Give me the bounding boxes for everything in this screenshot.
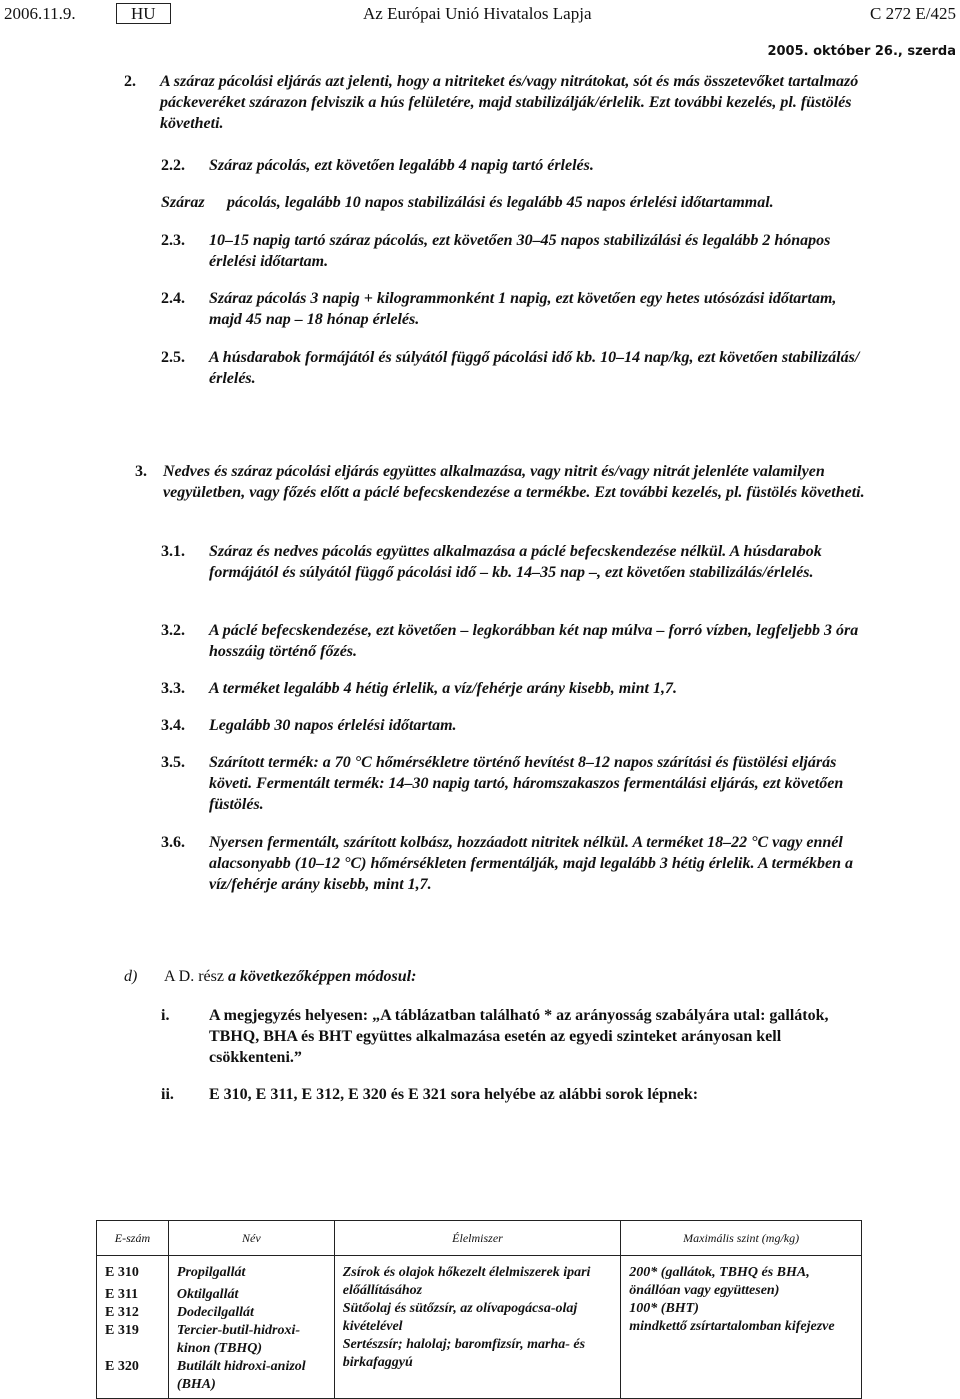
section-lead: A D. rész bbox=[164, 968, 224, 985]
section-text: Nedves és száraz pácolási eljárás együttes alkalmazása, vagy nitrit és/vagy nitrát jelenléte valamilyen vegyületben, vagy főzés előtt a páclé befecskendezése a termékbe. Ezt további kezelés, pl. füstölés követheti. bbox=[163, 463, 865, 501]
language-code: HU bbox=[116, 3, 171, 24]
item-3-2 bbox=[161, 620, 866, 662]
table-header-row bbox=[97, 1221, 862, 1256]
item-number: i. bbox=[161, 1007, 170, 1024]
item-number: 2.3. bbox=[161, 232, 185, 249]
item-number: 2.5. bbox=[161, 349, 185, 366]
item-text: Száraz pácolás, ezt követően legalább 4 napig tartó érlelés. bbox=[209, 157, 594, 174]
journal-title: Az Európai Unió Hivatalos Lapja bbox=[363, 4, 592, 23]
name-cell bbox=[168, 1256, 334, 1399]
code-e319: E 319 bbox=[105, 1323, 139, 1338]
level-cell bbox=[621, 1256, 862, 1399]
item-number: 2.2. bbox=[161, 157, 185, 174]
item-text: Nyersen fermentált, szárított kolbász, hozzáadott nitritek nélkül. A terméket 18–22 °C vagy ennél alacsonyabb (10–12 °C) hőmérsékleten fermentálják, majd legalább 3 hétig érlelik. A termékben a víz/fehérje arány kisebb, mint 1,7. bbox=[209, 834, 853, 893]
section-number: 2. bbox=[124, 73, 136, 90]
item-text: A megjegyzés helyesen: „A táblázatban található * az arányosság szabályára utal: gallátok, TBHQ, BHA és BHT együttes alkalmazása esetén az egyedi szinteket arányosan kell csökkenteni.” bbox=[209, 1007, 829, 1066]
table-row bbox=[97, 1256, 862, 1399]
item-text: A húsdarabok formájától és súlyától függő pácolási idő kb. 10–14 nap/kg, ezt követően stabilizálás/érlelés. bbox=[209, 349, 860, 387]
item-d-i bbox=[161, 1005, 866, 1068]
item-number: 3.6. bbox=[161, 834, 185, 851]
name-propyl-gallate: Propilgallát bbox=[176, 1265, 246, 1280]
item-text: Száraz pácolás 3 napig + kilogrammonként 1 napig, ezt követően egy hetes utósózási időtartam, majd 45 nap – 18 hónap érlelés. bbox=[209, 290, 837, 328]
item-number: ii. bbox=[161, 1086, 174, 1103]
item-number: 3.1. bbox=[161, 543, 185, 560]
code-e320: E 320 bbox=[105, 1359, 139, 1374]
col-header-max-level: Maximális szint (mg/kg) bbox=[621, 1221, 862, 1256]
food-1: Zsírok és olajok hőkezelt élelmiszerek ipari előállításához bbox=[342, 1265, 591, 1298]
code-e310: E 310 bbox=[105, 1265, 139, 1280]
item-2-5 bbox=[161, 347, 866, 389]
section-d bbox=[124, 966, 866, 987]
session-date: 2005. október 26., szerda bbox=[767, 44, 956, 59]
code-cell bbox=[97, 1256, 169, 1399]
col-header-food: Élelmiszer bbox=[334, 1221, 621, 1256]
item-text: Szárított termék: a 70 °C hőmérsékletre történő hevítést 8–12 napos szárítási és füstölési eljárás követi. Fermentált termék: 14–30 napig tartó, háromszakaszos fermentálási eljárás, ezt követően füstölés. bbox=[209, 754, 844, 813]
section-2 bbox=[124, 71, 866, 134]
item-text: A páclé befecskendezése, ezt követően – legkorábban két nap múlva – forró vízben, legfeljebb 3 óra hosszáig történő főzés. bbox=[209, 622, 859, 660]
level-3: mindkettő zsírtartalomban kifejezve bbox=[629, 1319, 835, 1334]
level-1: 200* (gallátok, TBHQ és BHA, önállóan vagy együttesen) bbox=[629, 1265, 810, 1298]
col-header-name: Név bbox=[168, 1221, 334, 1256]
food-2: Sütőolaj és sütőzsír, az olívapogácsa-olaj kivételével bbox=[342, 1301, 578, 1334]
item-3-6 bbox=[161, 832, 866, 895]
code-e311: E 311 bbox=[105, 1287, 139, 1302]
item-number: 3.3. bbox=[161, 680, 185, 697]
item-2-2 bbox=[161, 155, 866, 176]
name-octyl-gallate: Oktilgallát bbox=[176, 1287, 239, 1302]
section-text: a következőképpen módosul: bbox=[227, 968, 417, 985]
food-cell bbox=[334, 1256, 621, 1399]
item-text: E 310, E 311, E 312, E 320 és E 321 sora helyébe az alábbi sorok lépnek: bbox=[209, 1086, 699, 1103]
item-number: 2.4. bbox=[161, 290, 185, 307]
section-3 bbox=[135, 461, 866, 503]
item-number: 3.5. bbox=[161, 754, 185, 771]
name-tbhq: Tercier-butil-hidroxi-kinon (TBHQ) bbox=[176, 1323, 301, 1356]
item-number: 3.4. bbox=[161, 717, 185, 734]
journal-reference: C 272 E/425 bbox=[870, 4, 956, 23]
section-number: 3. bbox=[135, 463, 147, 480]
section-letter: d) bbox=[124, 968, 138, 985]
item-d-ii bbox=[161, 1084, 866, 1105]
name-bha: Butilált hidroxi-anizol (BHA) bbox=[176, 1359, 306, 1392]
item-3-1 bbox=[161, 541, 866, 583]
item-3-5 bbox=[161, 752, 866, 815]
item-text: Legalább 30 napos érlelési időtartam. bbox=[209, 717, 457, 734]
item-3-3 bbox=[161, 678, 866, 699]
language-badge bbox=[116, 4, 171, 24]
item-text: 10–15 napig tartó száraz pácolás, ezt követően 30–45 napos stabilizálási és legalább 2 hónapos érlelési időtartam. bbox=[209, 232, 831, 270]
header-date: 2006.11.9. bbox=[4, 4, 76, 23]
item-word: Száraz bbox=[161, 194, 205, 211]
item-2-2-variant bbox=[161, 192, 866, 213]
item-text: Száraz és nedves pácolás együttes alkalmazása a páclé befecskendezése nélkül. A húsdarabok formájától és súlyától függő pácolási idő – kb. 14–35 nap –, ezt követően stabilizálás/érlelés. bbox=[209, 543, 822, 581]
code-e312: E 312 bbox=[105, 1305, 139, 1320]
item-number: 3.2. bbox=[161, 622, 185, 639]
item-3-4 bbox=[161, 715, 866, 736]
item-text: pácolás, legalább 10 napos stabilizálási és legalább 45 napos érlelési időtartammal. bbox=[227, 194, 774, 211]
name-dodecyl-gallate: Dodecilgallát bbox=[176, 1305, 254, 1320]
food-3: Sertészsír; halolaj; baromfizsír, marha- és birkafaggyú bbox=[342, 1337, 586, 1370]
section-text: A száraz pácolási eljárás azt jelenti, hogy a nitriteket és/vagy nitrátokat, sót és más összetevőket tartalmazó páckeveréket szárazon felviszik a hús felületére, majd stabilizálják/érlelik. Ezt további kezelés, pl. füstölés követheti. bbox=[160, 73, 859, 132]
col-header-code: E-szám bbox=[97, 1221, 169, 1256]
item-2-3 bbox=[161, 230, 866, 272]
additive-table bbox=[96, 1220, 862, 1399]
item-text: A terméket legalább 4 hétig érlelik, a víz/fehérje arány kisebb, mint 1,7. bbox=[209, 680, 677, 697]
level-2: 100* (BHT) bbox=[629, 1301, 699, 1316]
item-2-4 bbox=[161, 288, 866, 330]
